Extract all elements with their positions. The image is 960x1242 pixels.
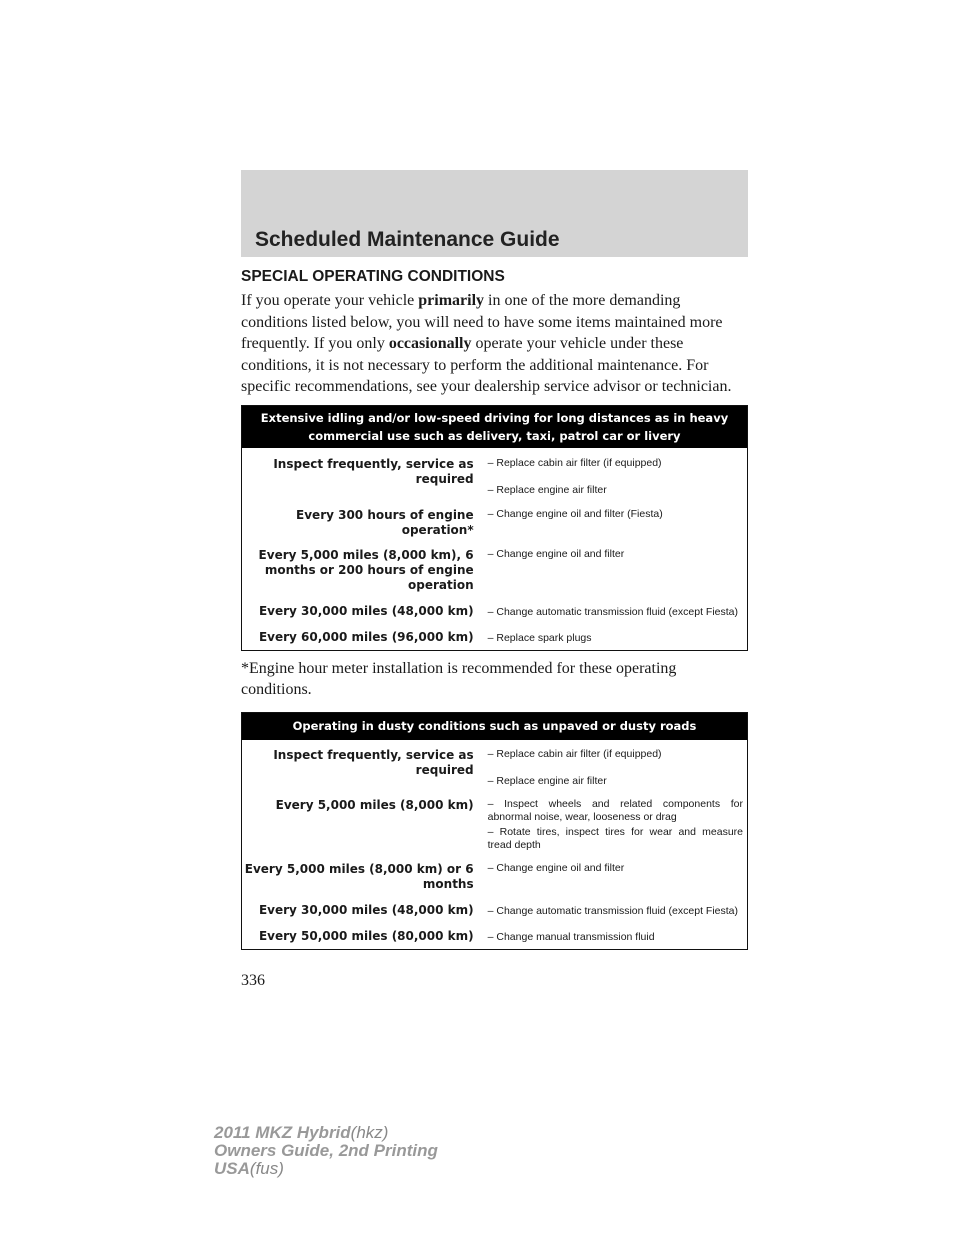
- row-actions: [480, 862, 747, 892]
- footnote: *Engine hour meter installation is recommended for these operating conditions.: [241, 660, 677, 698]
- footer-edition: Owners Guide, 2nd Printing: [214, 1141, 438, 1160]
- row-interval-label: Inspect frequently, service as required: [273, 457, 474, 486]
- header-band: [241, 170, 748, 257]
- table-row: [242, 508, 747, 538]
- action-item: – Replace cabin air filter (if equipped): [487, 457, 662, 469]
- action-item: – Change automatic transmission fluid (except Fiesta): [487, 606, 738, 618]
- intro-text-1: If you operate your vehicle: [241, 292, 419, 309]
- action-item: – Change engine oil and filter: [487, 862, 625, 874]
- row-interval-label: Every 60,000 miles (96,000 km): [258, 630, 474, 644]
- table-row: [242, 929, 747, 944]
- action-item: – Replace cabin air filter (if equipped): [487, 748, 662, 760]
- row-actions: [480, 548, 747, 593]
- row-interval-label: Every 30,000 miles (48,000 km): [258, 903, 474, 917]
- row-actions: [480, 903, 747, 918]
- action-item: – Change engine oil and filter (Fiesta): [487, 508, 663, 520]
- action-item: – Change automatic transmission fluid (except Fiesta): [487, 905, 738, 917]
- row-actions: [480, 798, 747, 852]
- table-row: [242, 862, 747, 892]
- maintenance-table-idling: [241, 405, 748, 651]
- action-item: – Replace engine air filter: [487, 775, 607, 787]
- table-row: [242, 630, 747, 645]
- table-header: Extensive idling and/or low-speed driving for long distances as in heavy commercial use such as delivery, taxi, patrol car or livery: [242, 406, 747, 448]
- intro-text-2: in one of the more demanding conditions listed below, you will need to have some items maintained more frequently. If you only: [241, 292, 723, 352]
- table-row: [242, 457, 747, 497]
- footer-market: USA: [214, 1159, 250, 1178]
- row-interval-label: Every 30,000 miles (48,000 km): [258, 604, 474, 618]
- row-actions: [480, 457, 747, 497]
- footer-line-edition: [214, 1142, 438, 1160]
- footer-model: 2011 MKZ Hybrid: [214, 1123, 351, 1142]
- table-row: [242, 548, 747, 593]
- intro-text-3: operate your vehicle under these conditions, it is not necessary to perform the additional maintenance. For specific recommendations, see your dealership service advisor or technician.: [241, 335, 732, 395]
- section-heading: SPECIAL OPERATING CONDITIONS: [241, 268, 505, 285]
- page-number: 336: [241, 972, 265, 989]
- row-interval-label: Inspect frequently, service as required: [273, 748, 474, 777]
- table-row: [242, 798, 747, 852]
- intro-bold-occasionally: occasionally: [388, 335, 472, 352]
- row-actions: [480, 929, 747, 944]
- row-interval-label: Every 5,000 miles (8,000 km): [275, 798, 474, 812]
- action-item: – Replace spark plugs: [487, 632, 592, 644]
- row-interval-label: Every 5,000 miles (8,000 km) or 6 months: [244, 862, 474, 891]
- row-interval-label: Every 300 hours of engine operation*: [296, 508, 474, 537]
- table-row: [242, 604, 747, 619]
- row-actions: [480, 748, 747, 788]
- intro-paragraph: [241, 290, 748, 398]
- action-item: – Inspect wheels and related components for abnormal noise, wear, looseness or drag: [487, 798, 743, 823]
- table-header: Operating in dusty conditions such as unpaved or dusty roads: [242, 713, 747, 740]
- action-item: – Change manual transmission fluid: [487, 931, 655, 943]
- action-item: – Change engine oil and filter: [487, 548, 625, 560]
- document-footer: [214, 1124, 438, 1178]
- page-header-title: Scheduled Maintenance Guide: [255, 228, 560, 251]
- row-actions: [480, 604, 747, 619]
- footer-market-code: (fus): [249, 1159, 284, 1178]
- footer-line-model: [214, 1124, 438, 1142]
- row-interval-label: Every 5,000 miles (8,000 km), 6 months or 200 hours of engine operation: [258, 548, 474, 592]
- row-interval-label: Every 50,000 miles (80,000 km): [258, 929, 474, 943]
- table-row: [242, 903, 747, 918]
- intro-bold-primarily: primarily: [418, 292, 485, 309]
- maintenance-table-dusty: [241, 712, 748, 950]
- row-actions: [480, 508, 747, 538]
- footer-model-code: (hkz): [350, 1123, 389, 1142]
- footer-line-market: [214, 1160, 438, 1178]
- action-item: – Rotate tires, inspect tires for wear and measure tread depth: [487, 826, 743, 851]
- table-row: [242, 748, 747, 788]
- action-item: – Replace engine air filter: [487, 484, 607, 496]
- row-actions: [480, 630, 747, 645]
